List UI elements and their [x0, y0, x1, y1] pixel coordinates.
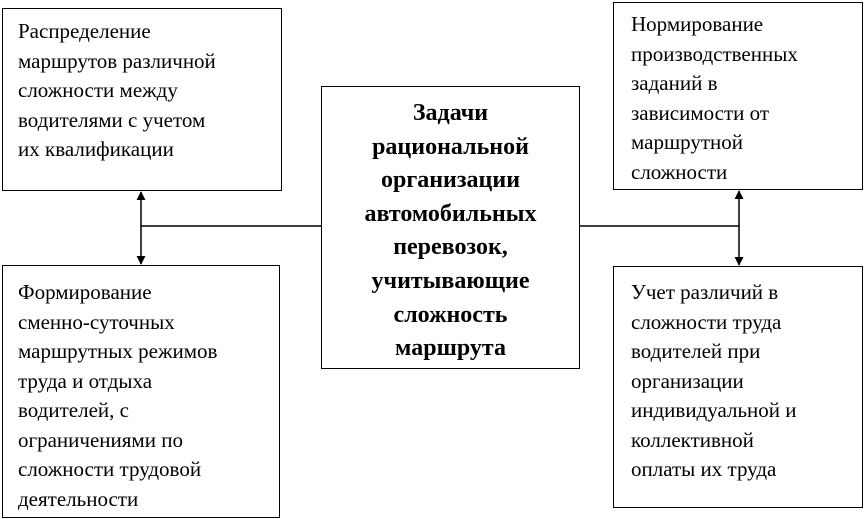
task-text-top-left: Распределение маршрутов различной сложности между водителями с учетом их квалификации	[18, 19, 216, 161]
task-text-top-right: Нормирование производственных заданий в зависимости от маршрутной сложности	[631, 12, 798, 184]
task-box-bottom-left	[2, 265, 280, 518]
task-box-bottom-right	[613, 266, 863, 508]
task-box-top-right	[613, 2, 863, 190]
task-text-bottom-left: Формирование сменно-суточных маршрутных режимов труда и отдыха водителей, с ограничениями по сложности трудовой деятельности	[18, 280, 218, 511]
task-box-top-left	[2, 8, 282, 191]
central-task-title: Задачи рациональной организации автомобильных перевозок, учитывающие сложность маршрута	[364, 100, 537, 362]
central-task-box	[321, 86, 580, 369]
task-text-bottom-right: Учет различий в сложности труда водителей при организации индивидуальной и коллективной оплаты их труда	[631, 280, 797, 481]
